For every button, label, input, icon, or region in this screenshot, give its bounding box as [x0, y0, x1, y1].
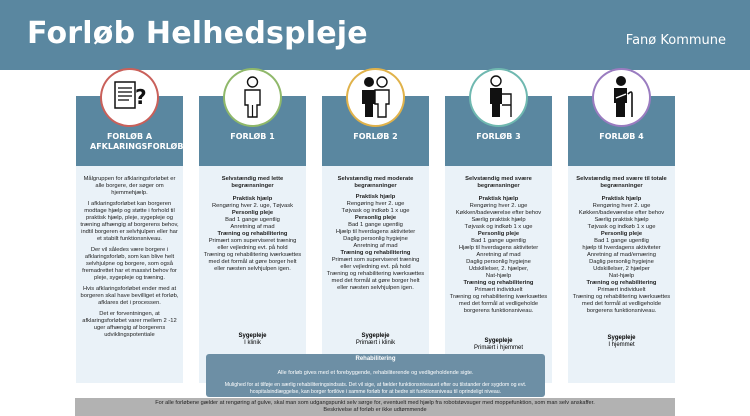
sygepleje-block: [445, 338, 552, 352]
column-forloeb-4: [568, 96, 675, 383]
section-line: Hjælp til hverdagens aktiviteter: [335, 229, 416, 235]
sygepleje-value: I klinik: [244, 340, 261, 346]
section-heading: Personlig pleje: [600, 231, 643, 237]
paragraph: I afklaringsforløbet kan borgeren modtage hjælp og støtte i forhold til praktisk hjælp, pleje, sygepleje og træning afhængig af borgerens behov, indtil borgeren er selvhjulpen eller har et stabilt funktionsniveau.: [80, 201, 179, 242]
section-line: Primært individuelt: [474, 287, 523, 293]
section-line: Tøjvask og indkøb 1 x uge: [464, 224, 533, 230]
section-line: Bad 1 gange ugentlig: [225, 217, 280, 223]
column-forloeb-1: [199, 96, 306, 383]
section-line: Primært som superviseret træning eller vejledning evt. på hold: [208, 238, 297, 251]
section-line: Rengøring hver 2. uge, Tøjvask: [211, 203, 294, 209]
section-line: Daglig personlig hygiejne: [466, 259, 531, 265]
section-line: Rengøring hver 2. uge: [592, 203, 651, 209]
sygepleje-value: Primært i klinik: [355, 340, 396, 346]
page-title: Forløb Helhedspleje: [27, 16, 368, 51]
section-line: Køkken/badeværelse efter behov: [578, 210, 665, 216]
column-subtitle: Selvstændig med moderate begrænsninger: [337, 176, 414, 189]
column-body: [449, 176, 548, 315]
section-line: Træning og rehabilitering iværksættes med det formål at vedligeholde borgerens funktionsniveau.: [449, 294, 548, 314]
section-line: Bad 1 gange ugentlig: [471, 238, 526, 244]
sygepleje-value: Primært i hjemmet: [473, 345, 523, 351]
column-forloeb-a: [76, 85, 184, 383]
sygepleje-label: Sygepleje: [361, 333, 390, 339]
section-heading: Praktisk hjælp: [355, 194, 396, 200]
section-line: Anretning af mad: [230, 224, 275, 230]
rehabilitation-line: Alle forløb gives med et forebyggende, rehabiliterende og vedligeholdende sigte.: [277, 370, 474, 376]
section-line: Anretning af mad: [353, 243, 398, 249]
section-line: Køkken/badeværelse efter behov: [455, 210, 542, 216]
paragraph: Hvis afklaringsforløbet ender med at borgeren skal have bevilliget et forløb, afklares det i processen.: [80, 286, 179, 306]
section-line: Bad 1 gange ugentlig: [594, 238, 649, 244]
column-title: FORLØB 1: [230, 132, 275, 141]
footer-line: For alle forløbene gælder at rengøring af gulve, skal man som udgangspunkt selv sørge for, eventuelt med hjælp fra robotstøvsuger med moppefunktion, som man selv anskaffer.: [155, 400, 595, 406]
sygepleje-label: Sygepleje: [484, 338, 513, 344]
sygepleje-block: [568, 335, 675, 349]
paragraph: Der vil således være borgere i afklaringsforløb, som kan blive helt selvhjulpne og borgere, som også fremadrettet har et massivt behov for pleje, sygepleje og træning.: [82, 247, 177, 281]
section-line: Træning og rehabilitering iværksættes med det formål at gøre borger helt eller næsten selvhjulpen igen.: [326, 271, 425, 291]
section-line: Primært som superviseret træning eller vejledning evt. på hold: [331, 257, 420, 270]
section-heading: Træning og rehabilitering: [586, 280, 657, 286]
section-line: Rengøring hver 2. uge: [469, 203, 528, 209]
section-heading: Praktisk hjælp: [478, 196, 519, 202]
sygepleje-value: I hjemmet: [608, 342, 635, 348]
section-line: Udskillelser, 2. hjælper,: [468, 266, 529, 272]
sygepleje-block: [199, 333, 306, 347]
paragraph: Det er forventningen, at afklaringsforløbet varer mellem 2 -12 uger afhængig af borgerens udviklingspotentiale: [82, 311, 177, 338]
two-people-icon: [348, 70, 403, 125]
person-cane-icon: [594, 70, 649, 125]
person-walker-icon: [471, 70, 526, 125]
section-line: Udskillelser, 2 hjælper: [593, 266, 650, 272]
section-heading: Personlig pleje: [477, 231, 520, 237]
section-line: Daglig personlig hygiejne: [343, 236, 408, 242]
sygepleje-block: [322, 333, 429, 347]
section-line: Særlig praktisk hjælp: [594, 217, 649, 223]
organization-name: Fanø Kommune: [625, 33, 726, 48]
section-line: Anretning af mad/ernæring: [587, 252, 656, 258]
column-subtitle: Selvstændig med lette begrænsninger: [221, 176, 284, 189]
section-line: Rengøring hver 2. uge: [346, 201, 405, 207]
section-line: Primært individuelt: [597, 287, 646, 293]
section-heading: Praktisk hjælp: [601, 196, 642, 202]
column-body: [572, 176, 671, 315]
section-heading: Praktisk hjælp: [232, 196, 273, 202]
section-line: Anretning af mad: [476, 252, 521, 258]
column-title: FORLØB 2: [353, 132, 398, 141]
column-body: [203, 176, 302, 273]
column-title: FORLØB 4: [599, 132, 644, 141]
sygepleje-label: Sygepleje: [607, 335, 636, 341]
section-line: Daglig personlig hygiejne: [589, 259, 654, 265]
rehabilitation-line: Mulighed for at tilføje en særlig rehabiliteringsindsats. Det vil sige, at fælder funktionsniveauet efter ou tilstander der sygdom og evt. hospitalsindlæggelse, kan borger fortlöve i samme forløb for at bedre sit funktionsniveau til oprindeligt niveau.: [224, 382, 527, 395]
column-title: FORLØB 3: [476, 132, 521, 141]
person-standing-icon: [225, 70, 280, 125]
section-heading: Træning og rehabilitering: [217, 231, 288, 237]
section-line: Tøjvask og indkøb 1 x uge: [587, 224, 656, 230]
column-body: [80, 176, 179, 343]
footer-line: Beskrivelse af forløb er ikke udtømmende: [323, 407, 427, 413]
section-heading: Træning og rehabilitering: [340, 250, 411, 256]
column-subtitle: Selvstændig med svære begrænsninger: [465, 176, 532, 189]
column-body: [326, 176, 425, 292]
column-subtitle: Selvstændig med svære til totale begrænsninger: [576, 176, 667, 189]
rehabilitation-title: Rehabilitering: [355, 356, 396, 362]
column-forloeb-3: [445, 96, 552, 383]
rehabilitation-box: [206, 354, 545, 397]
page-header: [0, 0, 750, 70]
section-line: Nat-hjælp: [485, 273, 512, 279]
question-document-icon: [102, 70, 157, 125]
section-line: Træning og rehabilitering iværksættes med det formål at gøre borger helt eller næsten selvhjulpen igen.: [203, 252, 302, 272]
section-heading: Personlig pleje: [354, 215, 397, 221]
sygepleje-label: Sygepleje: [238, 333, 267, 339]
svg-text:?: ?: [135, 85, 147, 109]
section-heading: Træning og rehabilitering: [463, 280, 534, 286]
section-line: Træning og rehabilitering iværksættes med det formål at vedligeholde borgerens funktionsniveau.: [572, 294, 671, 314]
section-line: Nat-hjælp: [608, 273, 635, 279]
section-line: Særlig praktisk hjælp: [471, 217, 526, 223]
column-forloeb-2: [322, 96, 429, 383]
column-title: FORLØB A AFKLARINGSFORLØB: [90, 132, 184, 151]
section-line: Tøjvask og indkøb 1 x uge: [341, 208, 410, 214]
section-line: Hjælp til hverdagens aktiviteter: [458, 245, 539, 251]
section-heading: Personlig pleje: [231, 210, 274, 216]
section-line: Bad 1 gange ugentlig: [348, 222, 403, 228]
paragraph: Målgruppen for afklaringsforløbet er alle borgere, der søger om hjemmehjælp.: [83, 176, 176, 196]
section-line: hjælp til hverdagens aktiviteter: [582, 245, 661, 251]
footer-note: [75, 398, 675, 416]
